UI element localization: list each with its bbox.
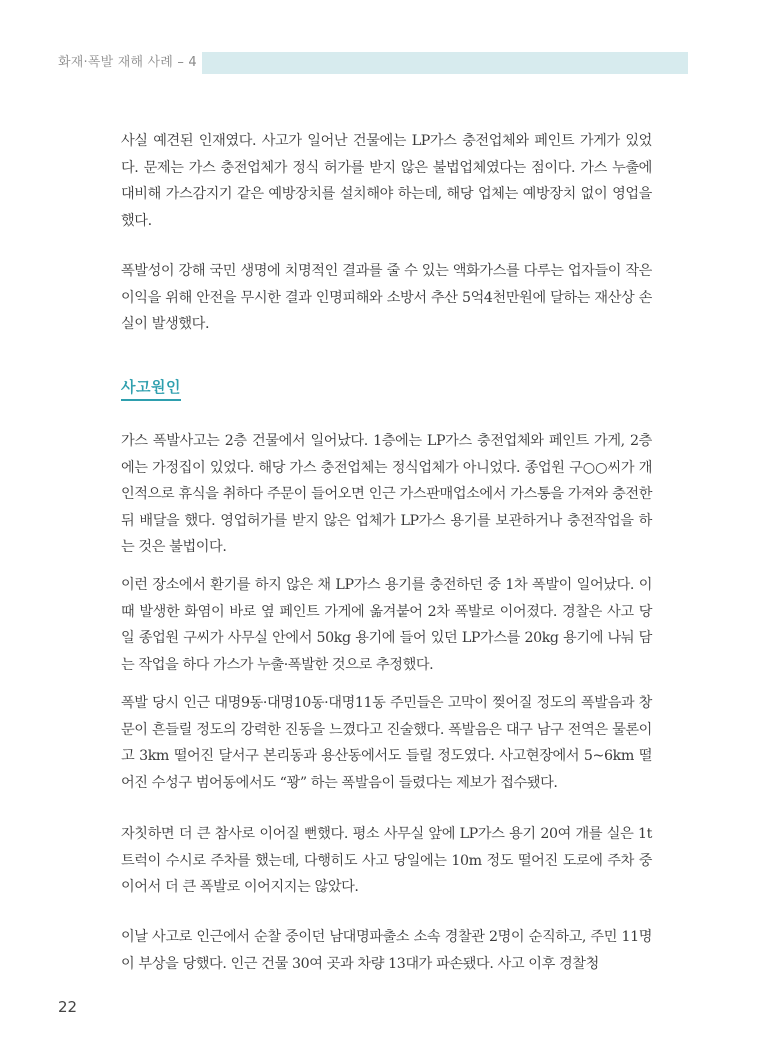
section-heading-accident-cause: 사고원인 — [121, 377, 181, 401]
paragraph-4: 이런 장소에서 환기를 하지 않은 채 LP가스 용기를 충전하던 중 1차 폭발이 일어났다. 이때 발생한 화염이 바로 옆 페인트 가게에 옮겨붙어 2차 폭발로 이어졌다. 경찰은 사고 당일 종업원 구씨가 사무실 안에서 50kg 용기에 들어 있던 LP가스를 20kg 용기에 나눠 담는 작업을 하다 가스가 누출·폭발한 것으로 추정했다. — [121, 577, 652, 673]
paragraph-5: 폭발 당시 인근 대명9동·대명10동·대명11동 주민들은 고막이 찢어질 정도의 폭발음과 창문이 흔들릴 정도의 강력한 진동을 느꼈다고 진술했다. 폭발음은 대구 남구 전역은 물론이고 3km 떨어진 달서구 본리동과 용산동에서도 들릴 정도였다. 사고현장에서 5~6km 떨어진 수성구 범어동에서도 “꽝” 하는 폭발음이 들렸다는 제보가 접수됐다. — [121, 695, 652, 791]
paragraph-2: 폭발성이 강해 국민 생명에 치명적인 결과를 줄 수 있는 액화가스를 다루는 업자들이 작은 이익을 위해 안전을 무시한 결과 인명피해와 소방서 추산 5억4천만원에 달하는 재산상 손실이 발생했다. — [121, 263, 652, 332]
page-number: 22 — [58, 998, 78, 1016]
running-header-title: 화재·폭발 재해 사례 – 4 — [58, 55, 197, 70]
paragraph-1: 사실 예견된 인재였다. 사고가 일어난 건물에는 LP가스 충전업체와 페인트 가게가 있었다. 문제는 가스 충전업체가 정식 허가를 받지 않은 불법업체였다는 점이다. 가스 누출에 대비해 가스감지기 같은 예방장치를 설치해야 하는데, 해당 업체는 예방장치 없이 영업을 했다. — [121, 133, 652, 229]
paragraph-3: 가스 폭발사고는 2층 건물에서 일어났다. 1층에는 LP가스 충전업체와 페인트 가게, 2층에는 가정집이 있었다. 해당 가스 충전업체는 정식업체가 아니었다. 종업원 구○○씨가 개인적으로 휴식을 취하다 주문이 들어오면 인근 가스판매업소에서 가스통을 가져와 충전한 뒤 배달을 했다. 영업허가를 받지 않은 업체가 LP가스 용기를 보관하거나 충전작업을 하는 것은 불법이다. — [121, 433, 652, 555]
header-decorative-bar — [202, 52, 688, 74]
paragraph-7: 이날 사고로 인근에서 순찰 중이던 남대명파출소 소속 경찰관 2명이 순직하고, 주민 11명이 부상을 당했다. 인근 건물 30여 곳과 차량 13대가 파손됐다. 사고 이후 경찰청 — [121, 929, 652, 972]
paragraph-6: 자칫하면 더 큰 참사로 이어질 뻔했다. 평소 사무실 앞에 LP가스 용기 20여 개를 실은 1t 트럭이 수시로 주차를 했는데, 다행히도 사고 당일에는 10m 정도 떨어진 도로에 주차 중이어서 더 큰 폭발로 이어지지는 않았다. — [121, 826, 652, 895]
